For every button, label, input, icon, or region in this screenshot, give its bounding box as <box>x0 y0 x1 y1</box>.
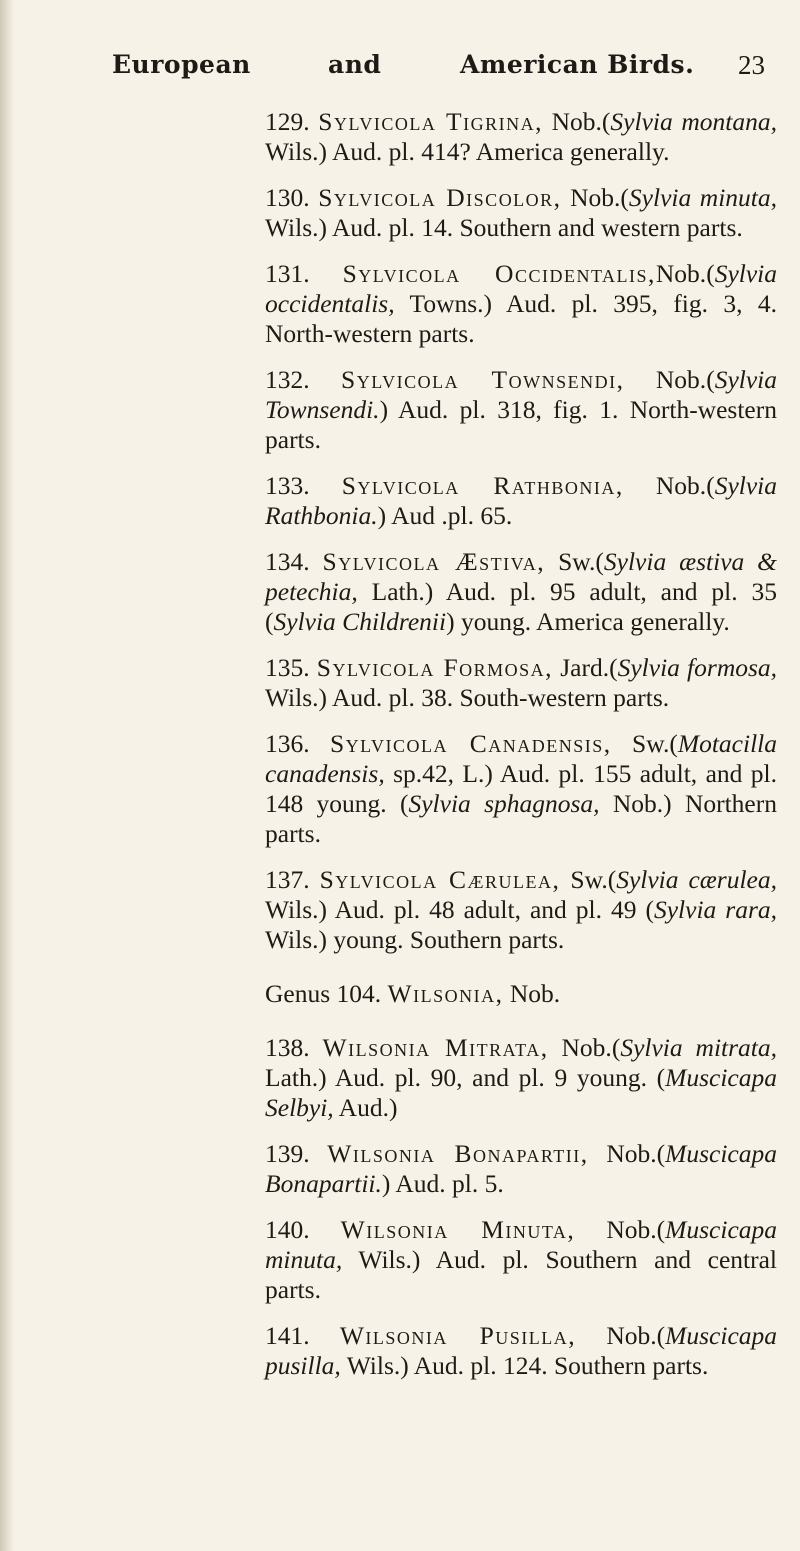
plate-references: Aud. pl. 14. Southern and western parts. <box>327 213 743 242</box>
synonym-name: Sylvia æstiva & petechia, <box>265 547 777 606</box>
synonym-name: Sylvia formosa, <box>617 653 778 682</box>
synonym-name: Sylvia mitrata, <box>620 1033 777 1062</box>
synonym-paren: ( <box>669 729 678 758</box>
extra-synonym-rest: Aud.) <box>333 1093 398 1122</box>
synonym-paren: ( <box>609 653 618 682</box>
genus-prefix: Genus 104. <box>265 979 382 1008</box>
synonym-author: Wils.) <box>265 137 328 166</box>
synonym-paren: ( <box>611 1033 621 1062</box>
entry-number: 130. <box>265 183 310 212</box>
species-entry <box>265 729 777 849</box>
species-author: Sw. <box>560 865 608 894</box>
plate-references: Aud. pl. 48 adult, and pl. 49 <box>327 895 637 924</box>
species-name: Sylvicola Formosa, <box>316 653 554 682</box>
species-entry <box>265 365 777 455</box>
synonym-name: Sylvia occidentalis, <box>265 259 777 318</box>
species-author: Jard. <box>553 653 610 682</box>
species-name: Wilsonia Minuta, <box>340 1215 576 1244</box>
species-author: Sw. <box>545 547 596 576</box>
species-name: Sylvicola Occidentalis, <box>342 259 656 288</box>
species-entry <box>265 653 777 713</box>
species-entry <box>265 259 777 349</box>
species-name: Sylvicola Æstiva, <box>322 547 546 576</box>
species-author: Nob. <box>576 1321 657 1350</box>
plate-references: Aud. pl. Southern and central parts. <box>265 1245 778 1304</box>
extra-synonym-rest: ) young. America generally. <box>446 607 730 636</box>
synonym-paren: ( <box>706 365 715 394</box>
entry-number: 139. <box>265 1139 310 1168</box>
synonym-author: Towns.) <box>394 289 493 318</box>
species-name: Sylvicola Discolor, <box>318 183 562 212</box>
species-name: Sylvicola Cærulea, <box>319 865 561 894</box>
extra-synonym-paren: ( <box>386 789 409 818</box>
synonym-paren: ( <box>607 865 617 894</box>
synonym-author: Lath.) <box>265 1063 327 1092</box>
synonym-author: ) <box>381 1169 391 1198</box>
species-entry <box>265 471 777 531</box>
synonym-name: Sylvia montana, <box>610 107 778 136</box>
synonym-author: Wils.) <box>265 895 328 924</box>
species-name: Sylvicola Canadensis, <box>329 729 612 758</box>
species-author: Nob. <box>623 471 707 500</box>
synonym-author: Lath.) <box>357 577 434 606</box>
synonym-paren: ( <box>656 1139 666 1168</box>
species-name: Wilsonia Pusilla, <box>339 1321 577 1350</box>
species-list-sylvicola <box>265 107 777 955</box>
plate-references: Aud. pl. 90, and pl. 9 young. <box>326 1063 647 1092</box>
genus-heading <box>265 979 777 1009</box>
entry-number: 133. <box>265 471 310 500</box>
plate-references: Aud. pl. 395, fig. 3, 4. North-western parts. <box>265 289 778 348</box>
species-list <box>265 107 777 1397</box>
plate-references: Aud. pl. 124. Southern parts. <box>408 1351 709 1380</box>
synonym-author: Wils.) <box>340 1351 409 1380</box>
species-entry <box>265 183 777 243</box>
species-name: Sylvicola Rathbonia, <box>341 471 624 500</box>
synonym-author: ) <box>379 395 389 424</box>
synonym-author: ) <box>377 501 387 530</box>
extra-synonym-rest: Nob.) Northern parts. <box>265 789 777 848</box>
species-name: Wilsonia Mitrata, <box>322 1033 549 1062</box>
entry-number: 131. <box>265 259 310 288</box>
entry-number: 134. <box>265 547 310 576</box>
synonym-name: Sylvia cærulea, <box>616 865 777 894</box>
genus-author: Nob. <box>503 979 561 1008</box>
extra-synonym-name: Sylvia sphagnosa, <box>408 789 600 818</box>
synonym-paren: ( <box>601 107 611 136</box>
entry-number: 141. <box>265 1321 310 1350</box>
species-author: Nob. <box>624 365 707 394</box>
synonym-paren: ( <box>595 547 604 576</box>
entry-number: 132. <box>265 365 310 394</box>
species-author: Sw. <box>611 729 670 758</box>
extra-synonym-name: Sylvia rara, <box>653 895 778 924</box>
synonym-name: Sylvia Townsendi. <box>265 365 777 424</box>
synonym-name: Sylvia minuta, <box>628 183 777 212</box>
species-author: Nob. <box>542 107 602 136</box>
species-entry <box>265 1033 777 1123</box>
plate-references: Aud. pl. 38. South-western parts. <box>327 683 670 712</box>
plate-references: Aud. pl. 318, fig. 1. North-western parts. <box>265 395 777 454</box>
plate-references: Aud .pl. 65. <box>386 501 513 530</box>
page-edge-shadow <box>0 0 14 1551</box>
species-entry <box>265 865 777 955</box>
species-name: Wilsonia Bonapartii, <box>327 1139 589 1168</box>
page-number: 23 <box>738 50 765 80</box>
species-entry <box>265 1321 777 1381</box>
running-head-left: European <box>112 50 251 79</box>
entry-number: 138. <box>265 1033 310 1062</box>
extra-synonym-paren: ( <box>265 607 274 636</box>
entry-number: 136. <box>265 729 310 758</box>
species-name: Sylvicola Tigrina, <box>318 107 543 136</box>
synonym-author: Wils.) <box>265 213 328 242</box>
species-author: Nob. <box>575 1215 657 1244</box>
species-entry <box>265 107 777 167</box>
genus-name: Wilsonia, <box>387 979 504 1008</box>
species-list-wilsonia <box>265 1033 777 1381</box>
synonym-name: Motacilla canadensis, <box>265 729 777 788</box>
running-head <box>0 50 800 100</box>
species-author: Nob. <box>561 183 621 212</box>
synonym-paren: ( <box>656 1321 666 1350</box>
extra-synonym-paren: ( <box>646 1063 666 1092</box>
synonym-author: Wils.) <box>265 683 328 712</box>
species-entry <box>265 1215 777 1305</box>
extra-synonym-name: Sylvia Childrenii <box>273 607 447 636</box>
entry-number: 135. <box>265 653 310 682</box>
extra-synonym-name: Muscicapa Selbyi, <box>265 1063 777 1122</box>
plate-references: Aud. pl. 95 adult, and pl. 35 <box>433 577 777 606</box>
entry-number: 137. <box>265 865 310 894</box>
species-author: Nob. <box>548 1033 612 1062</box>
plate-references: Aud. pl. 5. <box>390 1169 504 1198</box>
species-entry <box>265 1139 777 1199</box>
synonym-author: sp.42, L.) <box>384 759 493 788</box>
species-author: Nob. <box>655 259 707 288</box>
running-head-right: American Birds. <box>460 50 695 79</box>
species-entry <box>265 547 777 637</box>
synonym-name: Muscicapa pusilla, <box>265 1321 778 1380</box>
synonym-paren: ( <box>706 471 715 500</box>
entry-number: 140. <box>265 1215 310 1244</box>
synonym-name: Sylvia Rathbonia. <box>265 471 777 530</box>
synonym-author: Wils.) <box>342 1245 421 1274</box>
plate-references: Aud. pl. 155 adult, and pl. 148 young. <box>265 759 777 818</box>
species-author: Nob. <box>588 1139 657 1168</box>
synonym-paren: ( <box>656 1215 666 1244</box>
synonym-paren: ( <box>706 259 715 288</box>
species-name: Sylvicola Townsendi, <box>341 365 625 394</box>
extra-synonym-rest: Wils.) young. Southern parts. <box>265 925 565 954</box>
running-head-middle: and <box>328 50 382 79</box>
extra-synonym-paren: ( <box>636 895 654 924</box>
plate-references: Aud. pl. 414? America generally. <box>327 137 670 166</box>
synonym-name: Muscicapa Bonapartii. <box>265 1139 777 1198</box>
synonym-paren: ( <box>620 183 629 212</box>
entry-number: 129. <box>265 107 310 136</box>
synonym-name: Muscicapa minuta, <box>265 1215 778 1274</box>
